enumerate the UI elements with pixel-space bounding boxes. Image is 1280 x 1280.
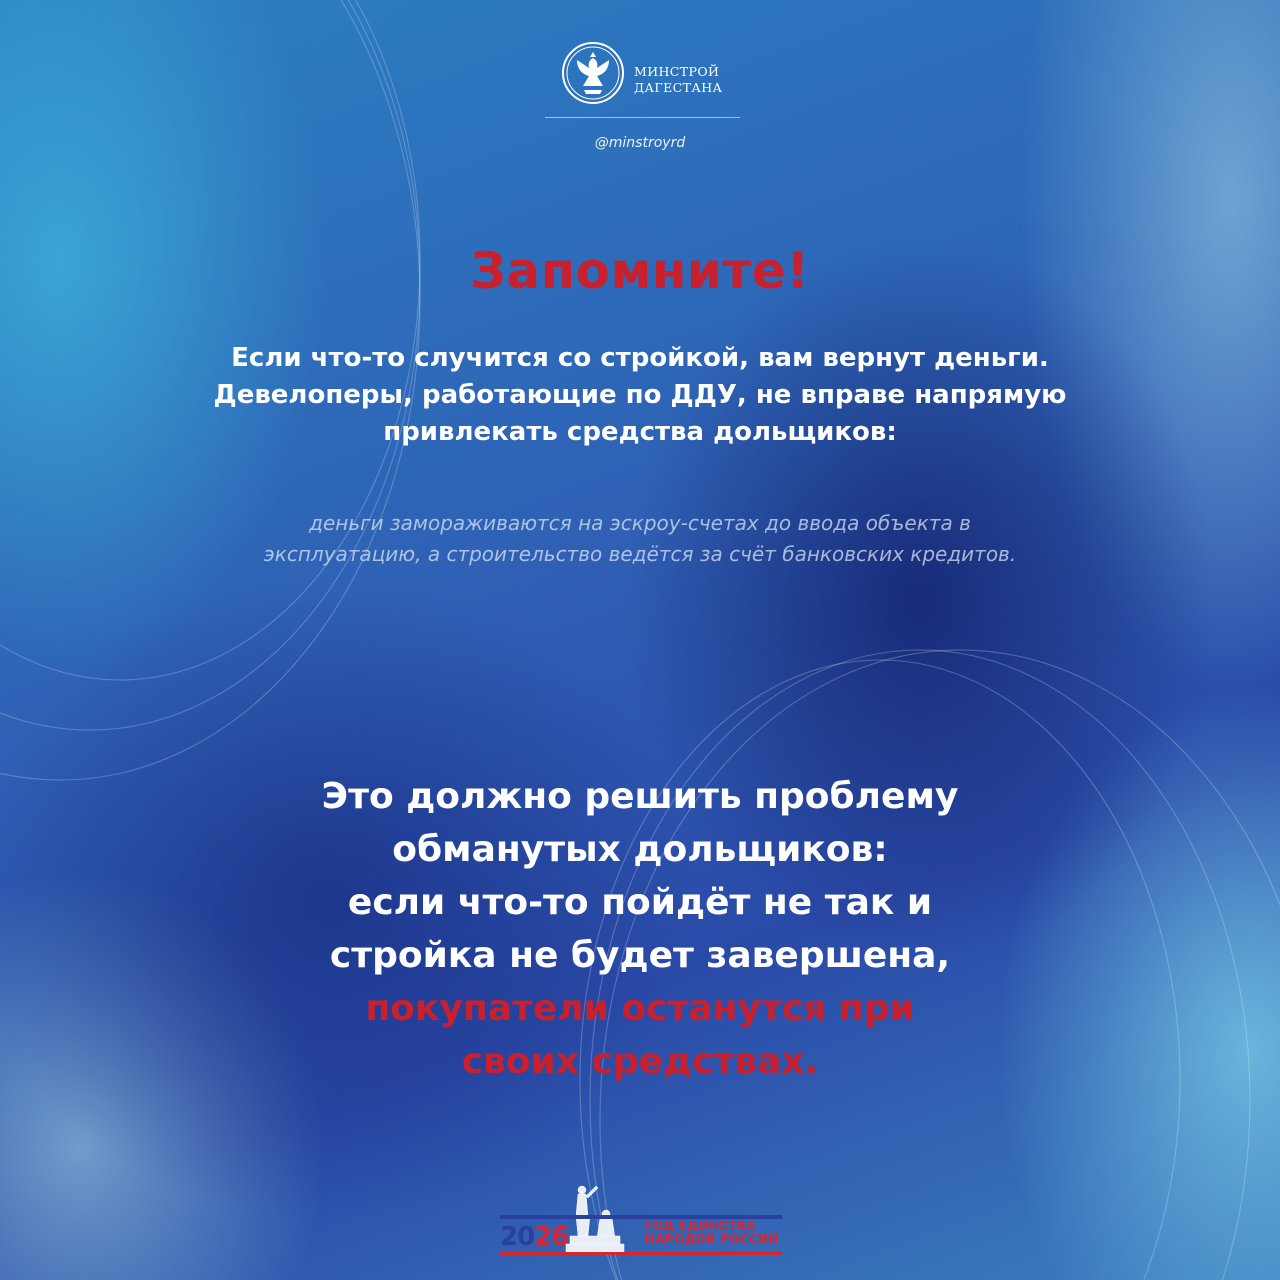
header <box>0 20 1280 151</box>
page-title: Запомните! <box>470 242 810 300</box>
note-line: эксплуатацию, а строительство ведётся за счёт банковских кредитов. <box>263 542 1017 566</box>
badge-caption <box>645 1220 778 1246</box>
lead-paragraph <box>140 340 1140 451</box>
lead-line: Если что-то случится со стройкой, вам вернут деньги. <box>231 343 1049 373</box>
org-name-line2: ДАГЕСТАНА <box>634 80 723 95</box>
note-paragraph <box>140 508 1140 570</box>
lead-line: привлекать средства дольщиков: <box>383 417 897 447</box>
footer-year-badge <box>0 1170 1280 1280</box>
badge-year <box>500 1222 568 1252</box>
badge-year-part2: 26 <box>534 1222 569 1252</box>
conclusion-paragraph <box>140 770 1140 1088</box>
badge-year-part1: 20 <box>500 1222 535 1252</box>
badge-caption-line1: ГОД ЕДИНСТВА <box>645 1219 756 1233</box>
note-line: деньги замораживаются на эскроу-счетах до ввода объекта в <box>309 511 971 535</box>
dagestan-eagle-emblem-icon <box>560 40 626 106</box>
header-divider <box>545 117 740 118</box>
social-handle: @minstroyrd <box>594 135 686 151</box>
conclusion-line: стройка не будет завершена, <box>329 935 951 976</box>
conclusion-line: если что-то пойдёт не так и <box>347 882 933 923</box>
conclusion-line: обманутых дольщиков: <box>392 829 888 870</box>
monument-statue-icon <box>560 1180 630 1258</box>
conclusion-highlight-line: покупатели останутся при <box>365 988 915 1029</box>
org-name-line1: МИНСТРОЙ <box>634 64 720 79</box>
org-name <box>634 64 722 96</box>
badge-caption-line2: НАРОДОВ РОССИИ <box>645 1232 779 1246</box>
conclusion-line: Это должно решить проблему <box>321 776 959 817</box>
badge-stripe-red <box>500 1252 782 1255</box>
lead-line: Девелоперы, работающие по ДДУ, не вправе напрямую <box>213 380 1067 410</box>
conclusion-highlight-line: своих средствах. <box>461 1041 819 1082</box>
